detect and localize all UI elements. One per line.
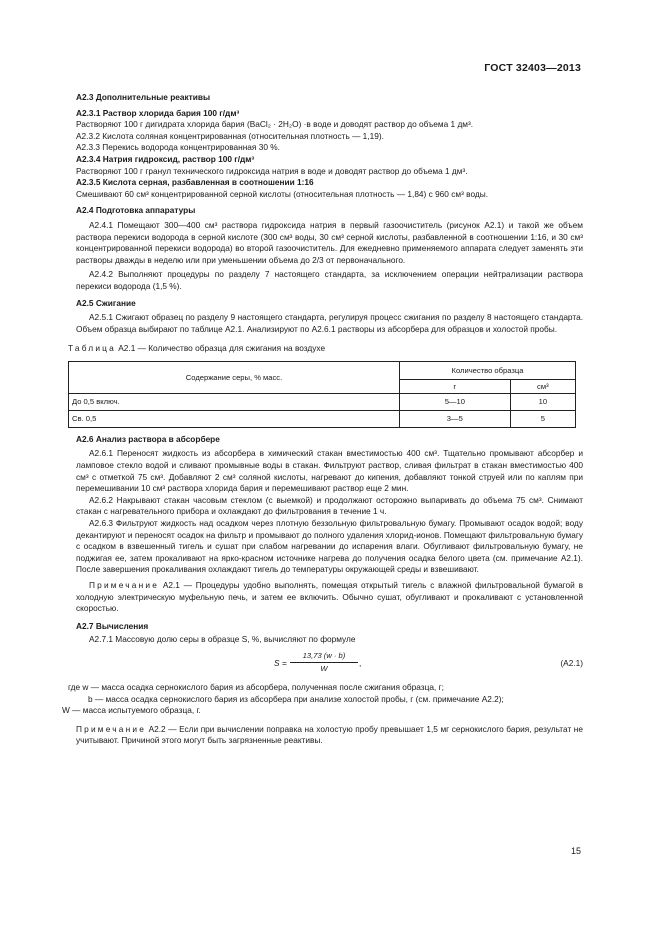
formula-lhs: S = [274,657,287,668]
table-cell: Св. 0,5 [69,410,400,427]
a261-text: А2.6.1 Переносят жидкость из абсорбера в химический стакан вместимостью 400 см³. Тщательно промывают абсорбер и ламповое стекло водой и сливают промывные воды в стакан. Фильтруют раствор, сливая фильтрат в стакан вместимостью 400 см³ с отметкой 75 см³. Добавляют 2 см³ соляной кислоты, нагревают до кипения, добавляют тонкой струей или по каплям при перемешивании 10 см³ раствора хлорида бария и перемешивают раствор еще 2 мин. [76,448,583,494]
a241-text: А2.4.1 Помещают 300—400 см³ раствора гидроксида натрия в первый газоочиститель (рисунок А2.1) и такой же объем раствора перекиси водорода в серной кислоте (300 см³ воды, 30 см³ серной кислоты, разбавленной в соотношении 1:16, и 30 см³ концентрированной перекиси водорода) во второй газоочиститель. Для ежедневно применяемого аппарата следует заменять эти растворы дважды в неделю или при уменьшении объема до 2/3 от первоначального. [76,219,583,265]
table-cell: 5 [510,410,575,427]
table-caption [68,343,583,355]
document-id: ГОСТ 32403—2013 [484,62,581,74]
variable-W-text: W — масса испытуемого образца, г. [62,705,201,716]
section-a25-title: А2.5 Сжигание [76,297,136,308]
a231-text: Растворяют 100 г дигидрата хлорида бария (BaCl₂ · 2H₂O) ·в воде и доводят раствор до объема 1 дм³. [76,119,474,130]
a235-heading: А2.3.5 Кислота серная, разбавленная в соотношении 1:16 [76,177,314,188]
table-caption-text: А2.1 — Количество образца для сжигания на воздухе [118,343,326,354]
section-a24-title: А2.4 Подготовка аппаратуры [76,205,196,216]
formula-numerator: 13,73 (w · b) [290,650,358,663]
table-caption-word: Таблица [68,343,116,354]
a242-text: А2.4.2 Выполняют процедуры по разделу 7 настоящего стандарта, за исключением операции нейтрализации раствора перекиси водорода (1,5 %). [76,269,583,291]
note-word: Примечание [89,580,160,590]
subheader-cm3: см³ [510,379,575,393]
note-a22-text: А2.2 — Если при вычислении поправка на холостую пробу превышает 1,5 мг сернокислого бария, результат не учитывают. Причиной этого могут быть загрязненные реактивы. [76,723,583,746]
table-cell: До 0,5 включ. [69,393,400,410]
col-header-sulfur: Содержание серы, % масс. [69,361,400,393]
page-number: 15 [570,846,581,856]
a251-text: А2.5.1 Сжигают образец по разделу 9 настоящего стандарта, регулируя процесс сжигания по разделу 8 настоящего стандарта. Объем образца выбирают по таблице А2.1. Анализируют по А2.6.1 растворы из абсорбера для образцов и холостой пробы. [76,312,583,334]
a262-text: А2.6.2 Накрывают стакан часовым стеклом (с выемкой) и продолжают осторожно выпаривать до объема 75 см³. Снимают стакан с нагревательного прибора и охлаждают до фильтрования в течение 1 ч. [76,494,583,517]
variable-W [62,705,583,717]
subheader-grams: г [400,379,511,393]
a233-text: А2.3.3 Перекись водорода концентрированная 30 %. [76,142,280,153]
section-a26-title: А2.6 Анализ раствора в абсорбере [76,433,220,444]
section-a27-title: А2.7 Вычисления [76,620,149,631]
section-a23-title: А2.3 Дополнительные реактивы [76,92,211,102]
note-word: Примечание [76,723,147,734]
a263-text: А2.6.3 Фильтруют жидкость над осадком через плотную беззольную фильтровальную бумагу. Промывают осадок водой; воду декантируют и переносят осадок на фильтр и промывают до полного удаления хлорид-ионов. Помещают фильтровальную бумагу с осадком в взвешенный тигель и сушат при слабом нагревании до испарения влаги. Обугливают фильтровальную бумагу, не поджигая ее, затем прокаливают на ярко-красном источнике нагрева до получения осадка белого цвета (см. примечание А2.1). После завершения прокаливания охлаждают тигель до температуры окружающей среды и взвешивают. [76,518,583,575]
a234-heading: А2.3.4 Натрия гидроксид, раствор 100 г/дм³ [76,153,255,164]
note-a21 [76,580,583,615]
formula-tail: , [359,657,362,668]
a232-text: А2.3.2 Кислота соляная концентрированная (относительная плотность — 1,19). [76,130,384,141]
formula-denominator: W [320,663,328,673]
table-cell: 10 [510,393,575,410]
note-a22 [76,724,583,747]
variable-w: где w — масса осадка сернокислого бария из абсорбера, полученная после сжигания образца, г; [68,681,444,692]
a231-heading: А2.3.1 Раствор хлорида бария 100 г/дм³ [76,107,240,118]
a234-text: Растворяют 100 г гранул технического гидроксида натрия в воде и доводят раствор до объема 1 дм³. [76,165,468,176]
formula-number: (А2.1) [560,657,583,668]
variable-b: b — масса осадка сернокислого бария из абсорбера при анализе холостой пробы, г (см. примечание А2.2); [88,693,504,704]
note-a21-text: А2.1 — Процедуры удобно выполнять, помещая открытый тигель с влажной фильтровальной бумагой в холодную электрическую муфельную печь, и затем ее включить. Обычно сушат, обугливают и прокаливают с установленной скоростью. [76,580,583,614]
table-row [69,410,576,427]
document-body [62,92,583,747]
table-cell: 5—10 [400,393,511,410]
formula-a21 [76,646,583,682]
a235-text: Смешивают 60 см³ концентрированной серной кислоты (относительная плотность — 1,84) с 960 см³ воды. [76,188,488,199]
table-row [69,393,576,410]
table-cell: 3—5 [400,410,511,427]
a271-text: А2.7.1 Массовую долю серы в образце S, %, вычисляют по формуле [89,634,356,645]
col-header-quantity: Количество образца [400,361,576,379]
sample-quantity-table [68,361,576,428]
